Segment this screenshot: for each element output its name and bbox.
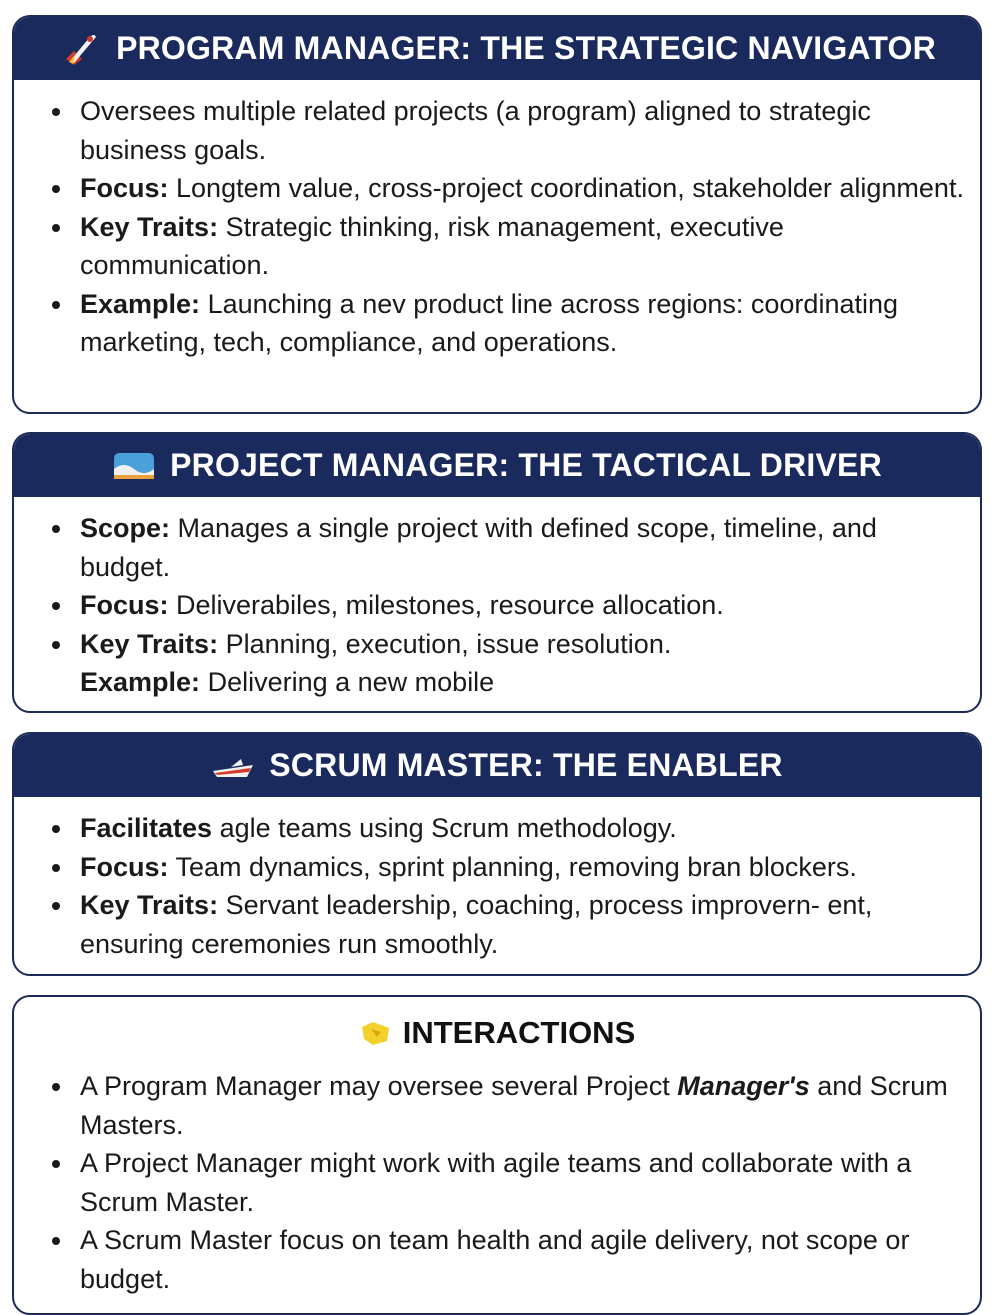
list-item: Focus: Longtem value, cross-project coordination, stakeholder alignment. [80,169,970,208]
card-title: PROGRAM MANAGER: THE STRATEGIC NAVIGATOR [116,30,936,66]
list-item: Focus: Team dynamics, sprint planning, removing bran blockers. [80,848,970,887]
list-item: Key Traits: Servant leadership, coaching, process improvern- ent, ensuring ceremonies run smoothly. [80,886,970,963]
program-manager-card [12,15,982,414]
list-item: Focus: Deliverabiles, milestones, resource allocation. [80,586,970,625]
list-item: Example: Delivering a new mobile [80,667,495,697]
list-item: Scope: Manages a single project with defined scope, timeline, and budget. [80,509,970,586]
list-item: Key Traits: Planning, execution, issue resolution. [80,625,970,664]
list-item: A Project Manager might work with agile teams and collaborate with a Scrum Master. [80,1144,970,1221]
wave-icon [112,446,156,486]
list-item: Oversees multiple related projects (a program) aligned to strategic business goals. [80,92,970,169]
card-title: INTERACTIONS [402,1015,636,1050]
interactions-card [12,995,982,1315]
card-header [14,17,980,80]
scrum-master-card [12,732,982,976]
project-manager-card [12,432,982,713]
card-header [14,734,980,797]
list-item: Key Traits: Strategic thinking, risk management, executive communication. [80,208,970,285]
card-title: SCRUM MASTER: THE ENABLER [269,747,783,783]
card-header [14,997,980,1067]
handshake-icon [359,1019,393,1047]
card-title: PROJECT MANAGER: THE TACTICAL DRIVER [170,447,882,483]
list-item: Example: Launching a nev product line across regions: coordinating marketing, tech, compliance, and operations. [80,285,970,362]
boat-icon [211,746,255,786]
rocket-icon [58,29,102,69]
list-item: Facilitates agle teams using Scrum methodology. [80,809,970,848]
list-item: A Scrum Master focus on team health and agile delivery, not scope or budget. [80,1221,970,1298]
card-header [14,434,980,497]
list-item: A Program Manager may oversee several Project Manager's and Scrum Masters. [80,1067,970,1144]
